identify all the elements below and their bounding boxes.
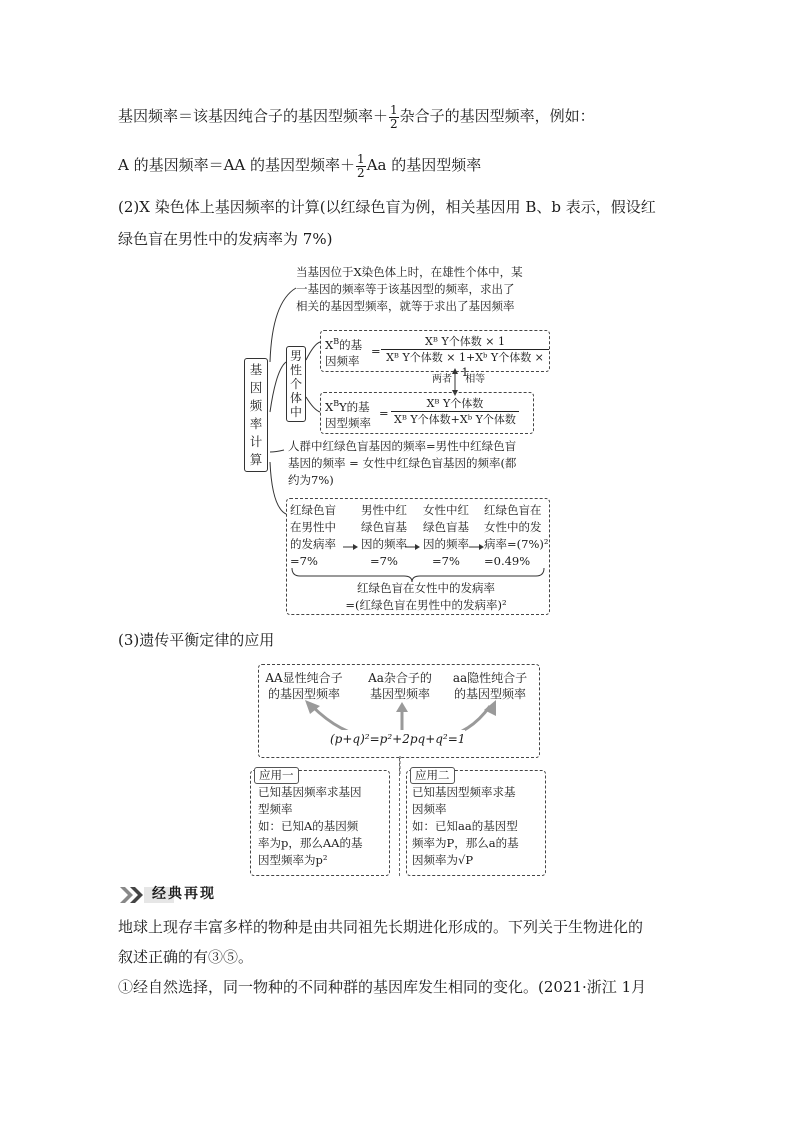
hardy-weinberg-formula [330,730,465,748]
app2-line: 因频率为√P [412,853,474,867]
chain-line: 因的频率 [361,537,407,551]
root-char: 计 [249,434,263,449]
male-label-box [286,346,306,422]
chain-line: 绿色盲基 [361,520,407,534]
top-note-line: 当基因位于X染色体上时，在雄性个体中，某 [296,265,523,279]
box1-numerator: Xᴮ Y个体数 × 1 [381,334,549,350]
root-char: 算 [249,452,263,467]
vertical-divider [399,758,401,876]
chain-line: 男性中红 [361,503,407,517]
p1-text-after: 杂合子的基因型频率，例如： [399,107,595,125]
equal-note-right: 相等 [465,374,486,385]
chain-step-1 [290,502,346,570]
box1-left-label: $X^B$的基 因频率 [325,337,363,368]
top-item-line: 基因型频率 [369,687,430,701]
app1-line: 如：已知A的基因频 [258,819,359,833]
chain-line: 绿色盲基 [423,520,469,534]
chain-line: 的发病率 [290,537,336,551]
fraction-numerator: 1 [357,151,365,166]
equal-note-left: 两者 [432,374,452,385]
hardy-weinberg-diagram [250,662,550,877]
chain-conclusion [326,580,526,614]
male-char: 体 [289,391,302,405]
app2-line: 已知基因型频率求基 [412,785,516,799]
fraction-denominator: 2 [357,165,365,180]
app2-line: 如：已知aa的基因型 [412,819,518,833]
chain-line: 在男性中 [290,520,336,534]
male-char: 男 [289,349,302,363]
application-2-text [412,784,546,869]
fraction-half-2 [356,153,366,180]
section3-title: (3)遗传平衡定律的应用 [118,631,275,649]
fraction-half [389,104,399,131]
chain-step-3 [420,502,472,570]
chain-line: 女性中的发 [484,520,542,534]
app2-line: 因频率 [412,802,447,816]
app1-tag-text: 应用一 [254,767,299,784]
chain-line: =7% [370,554,398,568]
top-note-line: 相关的基因型频率，就等于求出了基因频率 [296,299,515,313]
app1-line: 已知基因频率求基因 [258,785,362,799]
app2-line: 频率为P，那么a的基 [412,836,519,850]
equals-sign: = [371,344,381,358]
male-char: 中 [289,405,302,419]
male-char: 性 [289,363,302,377]
application-1-tag [254,764,299,784]
fraction-numerator: 1 [390,102,398,117]
chain-line: =0.49% [484,554,531,568]
gene-frequency-diagram [236,262,556,617]
box2-fraction [391,396,519,427]
box2-numerator: Xᴮ Y个体数 [391,396,519,412]
app1-line: 因型频率为p² [258,853,328,867]
top-item-line: Aa杂合子的 [368,671,432,685]
chain-line: =7% [432,554,460,568]
chain-line: 因的频率 [423,537,469,551]
top-note [296,264,556,315]
section-classic-title: 经典再现 [152,886,216,902]
root-char: 率 [249,416,263,431]
male-char: 个 [289,377,302,391]
app1-line: 型频率 [258,802,293,816]
formula-text: (p+q)²=p²+2pq+q²=1 [330,732,466,746]
equal-note [432,373,485,387]
top-item-line: aa隐性纯合子 [452,671,528,685]
application-1-text [258,784,392,869]
app2-tag-text: 应用二 [410,767,455,784]
box1-left-text: 的基 [339,337,363,352]
question-line-2: 叙述正确的有③⑤。 [118,948,254,966]
section2-title-line2: 绿色盲在男性中的发病率为 7%) [118,230,333,248]
chain-line: 红绿色盲在 [484,503,542,517]
conclusion-line: =(红绿色盲在男性中的发病率)² [345,598,507,612]
section2-title-line1: (2)X 染色体上基因频率的计算(以红绿色盲为例，相关基因用 B、b 表示，假设红 [118,198,656,216]
formula-line-1 [118,101,595,131]
p2-text-before: A 的基因频率＝AA 的基因型频率＋ [118,156,356,174]
population-note-line: 人群中红绿色盲基因的频率=男性中红绿色盲 [288,439,517,453]
chain-step-2 [358,502,410,570]
top-item-line: 的基因型频率 [453,687,526,701]
population-note [288,438,556,489]
root-label-box [244,358,268,472]
chain-line: 红绿色盲 [290,503,336,517]
box1-denominator: Xᴮ Y个体数 × 1+Xᵇ Y个体数 × 1 [386,351,544,379]
fraction-denominator: 2 [390,116,398,131]
p1-text-before: 基因频率＝该基因纯合子的基因型频率＋ [118,107,389,125]
population-note-line: 约为7%) [288,473,334,487]
root-char: 频 [249,398,263,413]
box2-left-label: $X^BY$的基 因型频率 [325,399,371,430]
top-item-line: 的基因型频率 [267,687,340,701]
chain-line: =7% [290,554,318,568]
chain-line: 女性中红 [423,503,469,517]
box2-denominator: Xᴮ Y个体数+Xᵇ Y个体数 [394,413,516,426]
p2-text-after: Aa 的基因型频率 [366,156,482,174]
conclusion-line: 红绿色盲在女性中的发病率 [357,581,495,595]
question-line-3: ①经自然选择，同一物种的不同种群的基因库发生相同的变化。(2021·浙江 1月 [118,978,647,996]
root-char: 基 [249,362,263,377]
root-char: 因 [249,380,263,395]
top-note-line: 一基因的频率等于该基因型的频率，求出了 [296,282,515,296]
population-note-line: 基因的频率 = 女性中红绿色盲基因的频率(都 [288,456,517,470]
formula-line-2 [118,150,481,180]
app1-line: 率为p，那么AA的基 [258,836,363,850]
chain-step-4 [484,502,550,570]
box1-left-text-2: 因频率 [325,353,360,368]
chain-line: 病率=(7%)² [484,537,549,551]
application-2-tag [410,764,455,784]
allele-frequency-box [320,330,550,379]
equals-sign-2: = [379,406,389,420]
genotype-frequency-box [320,392,534,434]
top-item-line: AA显性纯合子 [265,671,343,685]
box2-left-text-2: 因型频率 [325,415,371,430]
question-line-1: 地球上现存丰富多样的物种是由共同祖先长期进化形成的。下列关于生物进化的 [118,918,644,936]
box2-left-text: Y的基 [339,399,370,414]
